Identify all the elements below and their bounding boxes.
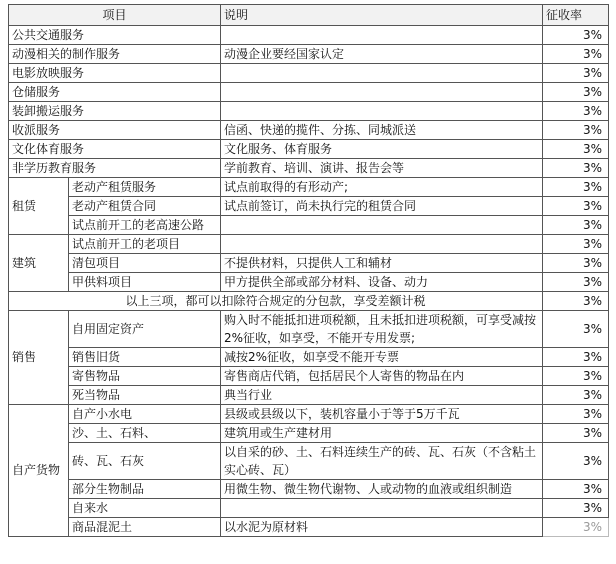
item-cell: 寄售物品 <box>69 367 221 386</box>
item-cell: 试点前开工的老项目 <box>69 235 221 254</box>
item-cell: 沙、土、石料、 <box>69 424 221 443</box>
table-row <box>9 197 609 216</box>
item-cell: 装卸搬运服务 <box>9 102 221 121</box>
item-cell: 自用固定资产 <box>69 311 221 348</box>
category-construction: 建筑 <box>9 235 69 292</box>
table-row <box>9 311 609 348</box>
desc-cell: 试点前签订，尚未执行完的租赁合同 <box>221 197 543 216</box>
item-cell: 公共交通服务 <box>9 26 221 45</box>
table-row-note <box>9 292 609 311</box>
table-row <box>9 348 609 367</box>
rate-cell: 3% <box>543 480 609 499</box>
table-row <box>9 480 609 499</box>
desc-cell <box>221 26 543 45</box>
item-cell: 自产小水电 <box>69 405 221 424</box>
rate-cell: 3% <box>543 178 609 197</box>
table-row <box>9 102 609 121</box>
rate-cell: 3% <box>543 499 609 518</box>
table-row <box>9 121 609 140</box>
desc-cell <box>221 216 543 235</box>
table-row <box>9 216 609 235</box>
rate-cell: 3% <box>543 367 609 386</box>
desc-cell: 以自采的砂、土、石料连续生产的砖、瓦、石灰（不含粘土实心砖、瓦） <box>221 443 543 480</box>
item-cell: 部分生物制品 <box>69 480 221 499</box>
rate-cell: 3% <box>543 443 609 480</box>
table-row <box>9 159 609 178</box>
item-cell: 电影放映服务 <box>9 64 221 83</box>
item-cell: 砖、瓦、石灰 <box>69 443 221 480</box>
desc-cell: 建筑用或生产建材用 <box>221 424 543 443</box>
category-self-produced: 自产货物 <box>9 405 69 537</box>
table-row <box>9 405 609 424</box>
item-cell: 收派服务 <box>9 121 221 140</box>
desc-cell: 以水泥为原材料 <box>221 518 543 537</box>
table-row <box>9 235 609 254</box>
item-cell: 清包项目 <box>69 254 221 273</box>
table-row <box>9 83 609 102</box>
table-row <box>9 424 609 443</box>
construction-note: 以上三项，都可以扣除符合规定的分包款，享受差额计税 <box>9 292 543 311</box>
item-cell: 死当物品 <box>69 386 221 405</box>
tax-rate-table <box>8 4 609 537</box>
item-cell: 文化体育服务 <box>9 140 221 159</box>
table-row <box>9 273 609 292</box>
rate-cell: 3% <box>543 26 609 45</box>
rate-cell: 3% <box>543 45 609 64</box>
desc-cell: 县级或县级以下，装机容量小于等于5万千瓦 <box>221 405 543 424</box>
desc-cell <box>221 235 543 254</box>
desc-cell: 寄售商店代销，包括居民个人寄售的物品在内 <box>221 367 543 386</box>
rate-cell: 3% <box>543 518 609 537</box>
desc-cell: 不提供材料，只提供人工和辅材 <box>221 254 543 273</box>
desc-cell <box>221 64 543 83</box>
rate-cell: 3% <box>543 273 609 292</box>
rate-cell: 3% <box>543 102 609 121</box>
table-row <box>9 64 609 83</box>
desc-cell: 文化服务、体育服务 <box>221 140 543 159</box>
item-cell: 动漫相关的制作服务 <box>9 45 221 64</box>
rate-cell: 3% <box>543 83 609 102</box>
rate-cell: 3% <box>543 64 609 83</box>
item-cell: 老动产租赁合同 <box>69 197 221 216</box>
desc-cell: 减按2%征收，如享受不能开专票 <box>221 348 543 367</box>
desc-cell <box>221 499 543 518</box>
table-row <box>9 254 609 273</box>
category-lease: 租赁 <box>9 178 69 235</box>
table-row <box>9 178 609 197</box>
table-row <box>9 26 609 45</box>
item-cell: 仓储服务 <box>9 83 221 102</box>
table-header-row <box>9 5 609 26</box>
rate-cell: 3% <box>543 386 609 405</box>
desc-cell: 学前教育、培训、演讲、报告会等 <box>221 159 543 178</box>
category-sales: 销售 <box>9 311 69 405</box>
header-item: 项目 <box>9 5 221 26</box>
rate-cell: 3% <box>543 348 609 367</box>
table-row <box>9 443 609 480</box>
item-cell: 试点前开工的老高速公路 <box>69 216 221 235</box>
table-row <box>9 367 609 386</box>
item-cell: 销售旧货 <box>69 348 221 367</box>
rate-cell: 3% <box>543 197 609 216</box>
desc-cell: 动漫企业要经国家认定 <box>221 45 543 64</box>
table-row <box>9 386 609 405</box>
item-cell: 自来水 <box>69 499 221 518</box>
table-row <box>9 518 609 537</box>
rate-cell: 3% <box>543 424 609 443</box>
rate-cell: 3% <box>543 254 609 273</box>
rate-cell: 3% <box>543 159 609 178</box>
item-cell: 非学历教育服务 <box>9 159 221 178</box>
desc-cell: 信函、快递的揽件、分拣、同城派送 <box>221 121 543 140</box>
item-cell: 老动产租赁服务 <box>69 178 221 197</box>
rate-cell: 3% <box>543 216 609 235</box>
desc-cell: 典当行业 <box>221 386 543 405</box>
table-row <box>9 499 609 518</box>
desc-cell: 用微生物、微生物代谢物、人或动物的血液或组织制造 <box>221 480 543 499</box>
rate-cell: 3% <box>543 235 609 254</box>
header-description: 说明 <box>221 5 543 26</box>
desc-cell: 购入时不能抵扣进项税额，且未抵扣进项税额，可享受减按2%征收，如享受，不能开专用发票; <box>221 311 543 348</box>
desc-cell <box>221 83 543 102</box>
item-cell: 甲供料项目 <box>69 273 221 292</box>
rate-cell: 3% <box>543 121 609 140</box>
desc-cell: 试点前取得的有形动产; <box>221 178 543 197</box>
rate-cell: 3% <box>543 405 609 424</box>
item-cell: 商品混泥土 <box>69 518 221 537</box>
table-row <box>9 45 609 64</box>
rate-cell: 3% <box>543 311 609 348</box>
desc-cell: 甲方提供全部或部分材料、设备、动力 <box>221 273 543 292</box>
header-rate: 征收率 <box>543 5 609 26</box>
table-row <box>9 140 609 159</box>
rate-cell: 3% <box>543 292 609 311</box>
desc-cell <box>221 102 543 121</box>
rate-cell: 3% <box>543 140 609 159</box>
